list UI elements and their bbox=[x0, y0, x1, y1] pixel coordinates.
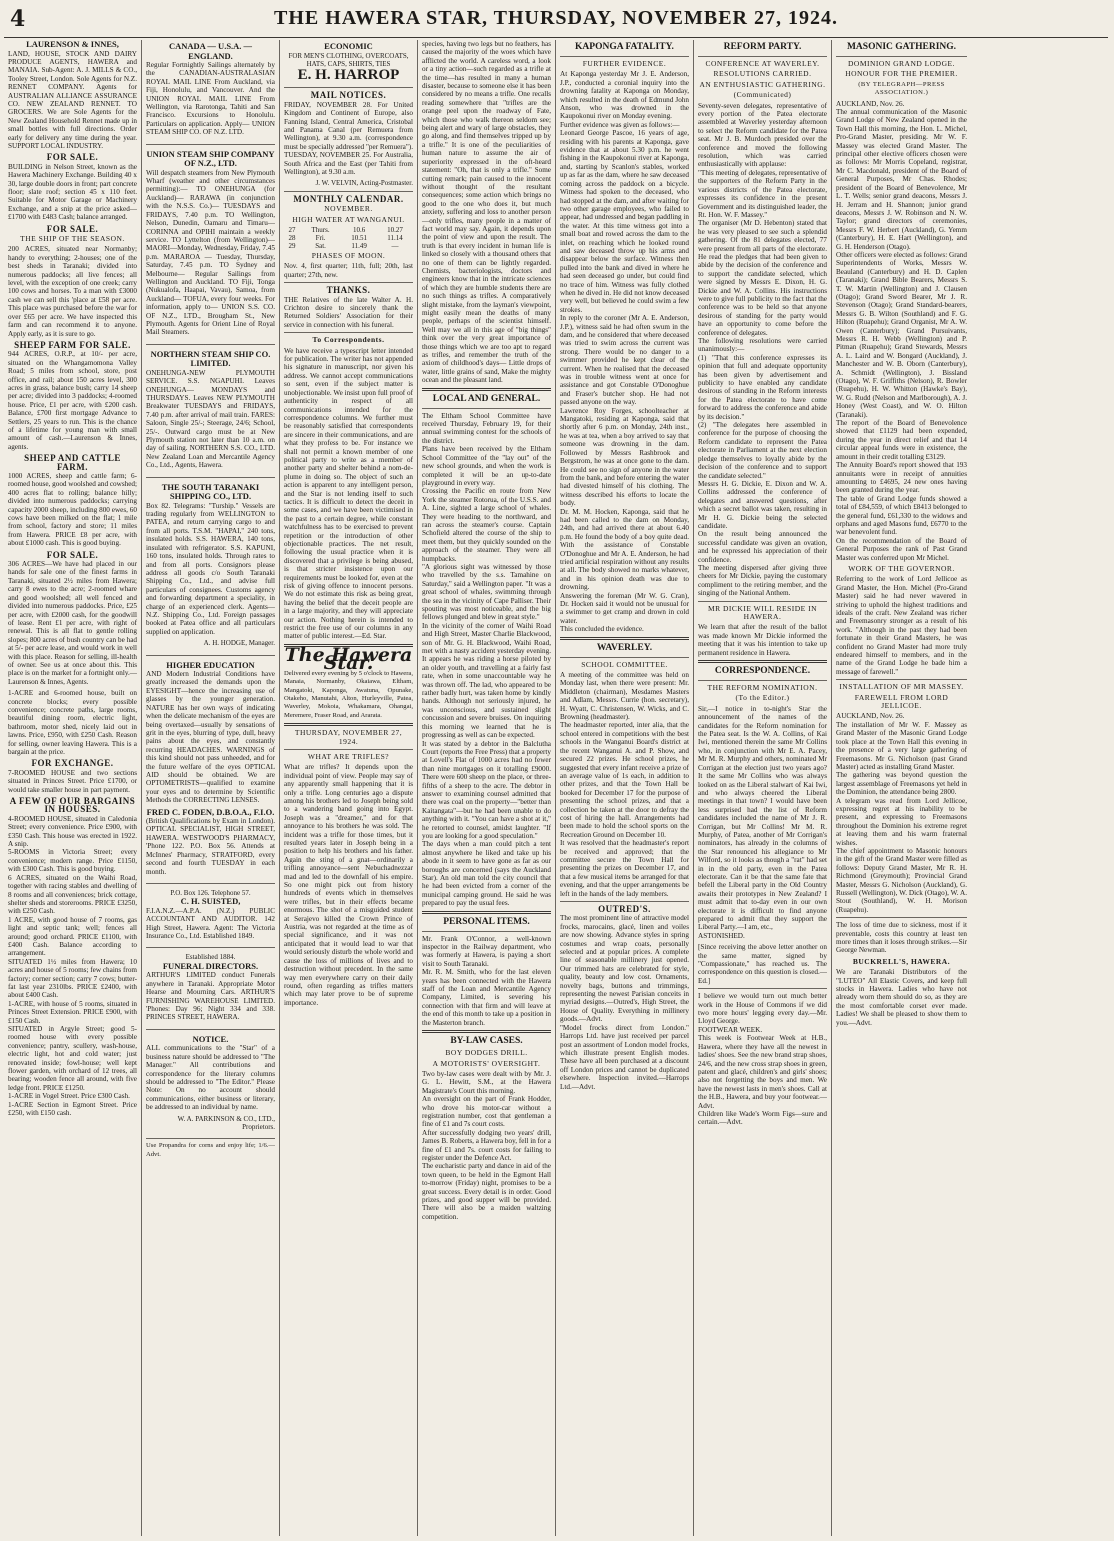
northern-ad: ONEHUNGA-NEW PLYMOUTH SERVICE. S.S. NGAPUHI. Leaves ONEHUNGA— MONDAYS and THURSDAYS. Leaves NEW PLYMOUTH Breakwater TUESDAYS and FRIDAYS, 7.40 p.m. after arrival of mail train. FARES: Saloon, Single 25/-; Steerage, 24/6; School, 25/-. Outward cargo must be at New Plymouth station not later than 10 a.m. on day of sailing. NORTHERN S.S. CO., LTD. New Zealand Loan and Mercantile Agency Co., Ltd., Agents, Hawera. bbox=[146, 368, 275, 470]
outreds-body: The most prominent line of attractive model frocks, marocains, glacé, linen and voiles are now showing. Advance styles in spring costumes and wrap coats, personally selected and at popular prices. A complete line of seasonable millinery just opened. Our trimmed hats are celebrated for style, quality, beauty and low cost. Ornaments, novelty bags, buttons and trimmings, representing the newest Parisian conceits in myriad designs.—Outred's, High Street, the House of Quality. Everything in millinery goods.—Advt. "Model frocks direct from London." Harrops Ltd. have just received per parcel post an assortment of London model frocks, which illustrate present English modes. These have all been purchased at a discount off London prices and cannot be duplicated elsewhere. Inspection invited.—Harrops Ltd.—Advt. bbox=[560, 914, 689, 1091]
buckrells-heading: BUCKRELL'S, HAWERA. bbox=[852, 956, 951, 966]
installation-subheading: FAREWELL FROM LORD JELLICOE. bbox=[854, 692, 949, 711]
house-listing: 1-ACRE and 6-roomed house, built on concrete blocks; every possible convenience; concrete paths, large rooms, beautiful dining room, electric light, bathroom, motor shed, nicely laid out in lawns. Price, £950, with £250 Cash. Reason for selling, owner leaving Hawera. This is a bargain at the price. bbox=[8, 689, 137, 756]
notice-body: ALL communications to the "Star" of a business nature should be addressed to "The Manager." All contributions and correspondence for the literary columns should be addressed to "The Editor." Please Note: On no account should communications, either business or literary, be addressed to an individual by name. bbox=[146, 1044, 275, 1112]
thanks-body: THE Relatives of the late Walter A. H. Crichton desire to sincerely thank the Returned Soldiers' Association for their service in connection with his funeral. bbox=[284, 295, 413, 329]
mail-notices: FRIDAY, NOVEMBER 28. For United Kingdom and Continent of Europe, also Fanning Island, Central America, Cristobal and Panama Canal (per Remuera from Wellington), at 9.30 a.m. (correspondence must be specially addressed "per Remuera"). TUESDAY, NOVEMBER 25. For Australia, South Africa and the East (per Tahiti from Wellington), at 9.30 a.m. bbox=[284, 100, 413, 176]
correspondence-letter: Sir,—I notice in to-night's Star the announcement of the names of the candidates for the Reform nomination for the Patea seat. Is the W. A. Collins, of Kai Iwi, mentioned therein the same Mr Collins who, in conjunction with Mr E. A. Pacey, Mr M. R. Murphy and others, nominated Mr Corrigan at the election just two years ago? It the same Mr Collins who was always looked on as the Liberal stalwart of Kai Iwi, and who always cheered the Liberal meetings in that town? I would have been less surprised had the list of Reform candidates included the name of Mr J. R. Corrigan, but Mr Collins! Mr M. R. Murphy, of Patea, another of Mr Corrigan's nominators, has already in the columns of the Star renounced his allegiance to Mr Wilford, so it looks as though a "rat" had set in in the old party, even in the Patea electorate. Can it be that the same fate that befell the Liberal party in the Old Country awaits their prototypes in New Zealand? I must admit that to-day even in our own electorate it is difficult to find anyone prepared to admit that they support the Liberal Party.—I am, etc., ASTONISHED. bbox=[698, 704, 827, 940]
correspondents-note: We have receive a typescript letter intended for publication. The writer has not appended his signature in manuscript, nor given his address. We cannot accept communications so sent, even if the subject matter is unobjectionable. We insist upon full proof of authenticity in respect of all communications intended for the correspondence columns. We further must be reasonably satisfied that correspondents are sincere in their communications, and are what they profess to be. For instance we shall not permit a known member of one political party to write as a member of another party and shelter behind a nom-de-plume in doing so. The object of such an action is apparent to any intelligent person, and the Star is not lending itself to such tactics. It is difficult to detect the deceit in some cases, and we have been victimised in the past to a certain degree, while constant watchfulness has to be exercised to prevent repetition or the introduction of other objectionable practices. The net result, following the usual practice when it is discovered that a privilege is being abused, is that stricter insistence upon our requirements must be looked for, even at the risk of giving offence to innocent persons. We do not estimate this risk as being great, having the belief that the deceit people are in a large majority, and they will appreciate our action. Nothing herein is intended to restrict the free use of our columns in any matter of public interest.—Ed. Star. bbox=[284, 346, 413, 641]
postmaster-signature: J. W. VELVIN, Acting-Postmaster. bbox=[315, 179, 413, 188]
exchange-heading: FOR EXCHANGE. bbox=[31, 758, 114, 769]
editorial-body: What are trifles? It depends upon the individual point of view. People may say of any apparently small happening that it is only a trifle. Long centuries ago a dispute among his brothers led to Joseph being sold to a wandering band going into Egypt. Joseph was a "dreamer," and for that annoyance to his brothers he was sold. The incident was a trifle for those times, but it resulted years later in Joseph being in a position to help his brothers and his father. Again the sting of a gnat—ordinarily a trifling annoyance—sent Nebuchadnezzar mad and led to the downfall of his empire. So one might pick out from history hundreds of events which in themselves were trifles, but in their effects became enormous. The shot of a misguided student at Serajevo killed the Crown Prince of Austria, was not regarded at the time as of special significance, and it was not anticipated that it would lead to war that would seriously disturb the whole world and cause the loss of millions of lives and to destruction without precedent. In the same way men everywhere carry on their daily round, often regarding as trifles matters which may later prove to be of supreme importance. bbox=[284, 763, 413, 1007]
funeral-heading: FUNERAL DIRECTORS. bbox=[162, 960, 259, 971]
governor-heading: WORK OF THE GOVERNOR. bbox=[848, 563, 955, 573]
kaponga-heading: KAPONGA FATALITY. bbox=[575, 42, 674, 52]
calendar-month: NOVEMBER. bbox=[324, 204, 373, 214]
bylaw-subheading: BOY DODGES DRILL. bbox=[445, 1048, 528, 1058]
notice-signature: W. A. PARKINSON & CO., LTD., Proprietors. bbox=[177, 1114, 275, 1131]
reform-subheading: CONFERENCE AT WAVERLEY. bbox=[705, 59, 820, 68]
outreds-heading: OUTRED'S. bbox=[598, 904, 651, 914]
local-general-heading: LOCAL AND GENERAL. bbox=[432, 393, 541, 404]
miscellaneous-items: I believe we would turn out much better work in the House of Commons if we did two more hours' legging every day.—Mr. Lloyd George. FOOTWEAR WEEK. This week is Footwear Week at H.B., Hawera, where they have all the newest in ladies' shoes. See the new brand strap shoes, 24/6, and the new cross strap shoes in green, patent and glacé, children's and girls' shoes; also not forgetting the boys and men. We have the newest lasts in men's shoes. Call at the H.B., Hawera, and buy your footwear.—Advt. Children like Wade's Worm Figs—sure and certain.—Advt. bbox=[698, 992, 827, 1127]
correspondents-heading: To Correspondents. bbox=[312, 335, 385, 345]
column-6 bbox=[694, 40, 832, 1536]
newspaper-columns bbox=[4, 40, 1108, 1536]
tide-table bbox=[284, 226, 413, 250]
for-sale-heading: FOR SALE. bbox=[46, 223, 99, 234]
waverley-heading: WAVERLEY. bbox=[596, 642, 653, 653]
buckrells-body: We are Taranaki Distributors of the "LUTEO" All Elastic Covers, and keep full stocks in Hawera. Ladies who have not already worn them should do so, as they are the most comfortable corset ever made. Ladies! We shall be pleased to show them to you.—Advt. bbox=[836, 968, 967, 1027]
dickie-heading: MR DICKIE WILL RESIDE IN HAWERA. bbox=[707, 603, 818, 621]
high-water-heading: HIGH WATER AT WANGANUI. bbox=[292, 214, 405, 224]
foden-ad: (British Qualifications by Exam in London). OPTICAL SPECIALIST, HIGH STREET, HAWERA. WESTWOOD'S PHARMACY, 'Phone 122. P.O. Box 56. Attends at McInnes' Pharmacy, STRATFORD, every second and fourth TUESDAY in each month. bbox=[146, 817, 275, 876]
funeral-ad: ARTHUR'S LIMITED conduct Funerals anywhere in Taranaki. Appropriate Motor Hearse and Mourning Cars. ARTHUR'S FURNISHING WAREHOUSE LIMITED. 'Phones: Day 96; Night 334 and 338. PRINCES STREET, HAWERA. bbox=[146, 971, 275, 1022]
delivery-note: Delivered every evening by 5 o'clock to Hawera, Manaia, Normanby, Okaiawa, Eltham, Mangatoki, Kaponga, Awatuna, Opunake, Otakeho, Manutahi, Alton, Hurleyville, Patea, Waverley, Mokoia, Whakamara, Ohangai, Meremere, Fraser Road, and Ararata. bbox=[284, 669, 413, 719]
propandra-ad: Use Propandra for corns and enjoy life; 1/6.—Advt. bbox=[146, 1142, 275, 1158]
dickie-body: We learn that after the result of the ballot was made known Mr Dickie informed the meeting that it was his intention to take up permanent residence in Hawera. bbox=[698, 623, 827, 657]
sheep-farm-heading: SHEEP FARM FOR SALE. bbox=[14, 339, 131, 350]
economic-heading: ECONOMIC bbox=[324, 41, 373, 51]
higher-education-heading: HIGHER EDUCATION bbox=[166, 659, 255, 670]
ship-heading: THE SHIP OF THE SEASON. bbox=[20, 234, 125, 244]
tide-row: 28 Fri. 10.51 11.14 bbox=[288, 234, 403, 242]
canada-ad: Regular Fortnightly Sailings alternately by the CANADIAN-AUSTRALASIAN ROYAL MAIL LINE From Auckland, via Fiji, Honolulu, and Vancouver. And the UNION ROYAL MAIL LINE From Wellington, via Rarotonga, Tahiti and San Francisco. Excursions to Honolulu. Particulars on application. Apply— UNION STEAM SHIP CO. OF N.Z. LTD. bbox=[146, 61, 275, 137]
agent-ad: LAND, HOUSE, STOCK AND DAIRY PRODUCE AGENTS, HAWERA and MANAIA. Sub-Agent: A. J. MILLS & CO., Tooley Street, London. Sole Agents for N.Z. RENNET COMPANY. Agents for AUSTRALIAN ALLIANCE ASSURANCE CO. NEW ZEALAND RENNET. TO GROCERS. We are Sole Agents for the New Zealand Household Rennet made up in small bottles with full directions. Order early for delivery any time during the year. SUPPORT LOCAL INDUSTRY. bbox=[8, 49, 137, 150]
south-taranaki-heading: THE SOUTH TARANAKI SHIPPING CO., LTD. bbox=[161, 481, 260, 502]
waverley-body: A meeting of the committee was held on Monday last, when there were present: Mr. Middleton (chairman), Mesdames Masters and Adlam, Messrs. Currie (hon. secretary), H. Wyatt, C. Christensen, W. Wicks, and C. Browning (headmaster). The headmaster reported, inter alia, that the school entered in competitions with the best schools in the Wanganui Board's district at the recent Wanganui A. and P. Show, and secured 22 prizes. He school prizes, he suggested that every infant receive a prize of an average value of 1s each, in addition to other prizes, and that the Town Hall be booked for December 17 for the purpose of presenting the school prizes, and that a collection be taken at the door to defray the cost of hiring the hall. Arrangements had been made to hold the school sports on the Recreation Ground on December 10. It was resolved that the headmaster's report be received and approved; that the committee secure the Town Hall for presenting the prizes on December 17, and that a few musical items be arranged for that evening, and that the upper arrangements be left in the hands of the lady members. bbox=[560, 671, 689, 898]
canada-heading: CANADA — U.S.A. — ENGLAND. bbox=[168, 41, 253, 61]
sheep-cattle-listing: 1000 ACRES, sheep and cattle farm; 6-roomed house, good woolshed and cowshed; 400 acres flat to rolling; balance hilly; divided into numerous paddocks; carrying capacity 2000 sheep, including 800 ewes, 60 cows have been milked on the flat; 1 mile from school, factory and store; 11 miles from Hawera. PRICE £8 per acre, with about £1000 cash. This is good buying. bbox=[8, 472, 137, 548]
thanks-heading: THANKS. bbox=[326, 285, 371, 296]
agent-heading: LAURENSON & INNES, bbox=[26, 40, 119, 49]
masonic-subheading-2: HONOUR FOR THE PREMIER. bbox=[845, 69, 958, 79]
column-3 bbox=[280, 40, 418, 1536]
motorist-subheading: A MOTORISTS' OVERSIGHT. bbox=[432, 1058, 541, 1068]
sheep-farm-listing: 944 ACRES, O.R.P., at 10/- per acre, situated on the Whangamomona Valley Road; 5 miles from school, store, post office, and rail; about 150 acres level, 300 acres in grass, balance bush; carry 14 sheep per acre; divided into 3 paddocks; 4-roomed house. Price, £1 per acre, with £200 cash. Balance, £700 first mortgage Advance to Settlers, 25 years to run. This is the chance of a lifetime for young man with small amount of cash.—Laurenson & Innes, agents. bbox=[8, 350, 137, 451]
governor-body: Referring to the work of Lord Jellicoe as Grand Master, the Hon. Michel (Pro-Grand Master) said he had never wavered in striving to uphold the highest traditions and ideals of the craft. New Zealand was richer and Freemasonry stronger as a result of his work. "Although in the past they had been fortunate in their Grand Masters, he was confident no Grand Master had more truly endeared himself to members, and in the name of the Grand Lodge he bade him a message of farewell." bbox=[836, 575, 967, 676]
reform-heading: REFORM PARTY. bbox=[723, 42, 802, 52]
bargains-heading: A FEW OF OUR BARGAINS IN HOUSES. bbox=[9, 796, 136, 815]
column-2 bbox=[142, 40, 280, 1536]
suisted-ad: F.I.A.N.Z.—A.P.A. (N.Z.) PUBLIC ACCOUNTANT AND AUDITOR. 142 High Street, Hawera. Agent: The Victoria Insurance Co., Ltd. Established 1849. bbox=[146, 906, 275, 941]
suisted-heading: C. H. SUISTED, bbox=[180, 896, 241, 907]
reform-body: Seventy-seven delegates, representative of every portion of the Patea electorate assembled at Waverley yesterday afternoon to select the Reform candidate for the Patea seat. Mr J. B. Murdoch presided over the conference and moved the following resolution, which was carried enthusiastically with applause: "This meeting of delegates, representative of the supporters of the Reform Party in the various districts of the Patea electorate, expresses its confidence in the present Government and its distinguished leader, the Rt. Hon. W. F. Massey." The organiser (Mr D. Hebenton) stated that he was very pleased to see such a splendid gathering. Of the 81 delegates elected, 77 were present from all parts of the electorate. He read the pledges that had been given to abide by the decision of the conference and to support the candidate selected, which were signed by Messrs E. Dixon, H. G. Dickie and W. A. Collins. His instructions were to give full publicity to the fact that the conference was to be held so that anyone desirous of standing for the party would have an opportunity to come before the conference of delegates. The following resolutions were carried unanimously:— (1) "That this conference expresses its opinion that full and adequate opportunity has been given by advertisement and publicity to have enabled any candidate desirous of standing in the Reform interests for the Patea electorate to have come forward to address the conference and abide by its decision." (2) "The delegates here assembled in conference for the purpose of choosing the Reform candidate to represent the Patea electorate in Parliament at the next election pledge themselves to loyally abide by the decision of the conference and to support the candidate selected." Messrs H. G. Dickie, E. Dixon and W. A. Collins addressed the conference of delegates and answered questions, after which a secret ballot was taken, resulting in Mr H. G. Dickie being the selected candidate. On the result being announced the successful candidate was given an ovation, and he expressed his appreciation of their confidence. The meeting dispersed after giving three cheers for Mr Dickie, paying the customary compliment to the retiring member, and the singing of the National Anthem. bbox=[698, 101, 827, 598]
suisted-contact: P.O. Box 126. Telephone 57. bbox=[170, 888, 251, 897]
column-5 bbox=[556, 40, 694, 1536]
established-line: Established 1884. bbox=[185, 953, 236, 962]
editor-note: [Since receiving the above letter another on the same matter, signed by "Compassionate," has reached us. The correspondence on this question is closed.—Ed.] bbox=[698, 943, 827, 985]
installation-body: AUCKLAND, Nov. 26. The installation of Mr W. F. Massey as Grand Master of the Masonic Grand Lodge took place at the Town Hall this evening in the presence of a very large gathering of Freemasons. Mr G. Nicholson (past Grand Master) acted as installing Grand Master. The gathering was beyond question the largest assemblage of Freemasons yet held in the Dominion, the attendance being 2800. A telegram was read from Lord Jellicoe, expressing regret at his inability to be present, and expressing to Freemasons throughout the Dominion his extreme regret at leaving them and his warm fraternal wishes. The chief appointment to Masonic honours in the gift of the Grand Master were filled as follows: Deputy Grand Master, Mr R. H. Richmond (Greymouth); Provincial Grand Master, Messrs G. Nicholson (Auckland), G. Russell (Wellington), W. Dick (Otago), W. A. Stout (Southland), W. H. Morison (Ruapehu). bbox=[836, 712, 967, 914]
reform-subheading-3: AN ENTHUSIASTIC GATHERING. bbox=[699, 79, 826, 89]
bargain-listings: 4-ROOMED HOUSE, situated in Caledonia Street; every convenience. Price £900, with £350 Cash. This house was erected in 1922. A snip. 5-ROOMS in Victoria Street; every convenience; modern range. Price £1150, with £300 Cash. This is good buying. 6 ACRES, situated on the Waihi Road, together with racing stables and dwelling of 8 rooms and all conveniences; brick cottage, shelter sheds and storerooms. PRICE £3250, with £250 Cash. 1 ACRE, with good house of 7 rooms, gas light and septic tank; well; fences all around; good orchard. PRICE £1100, with £400 Cash. Balance according to arrangement. SITUATED 1½ miles from Hawera; 10 acres and house of 5 rooms; few chains from factory; corner section; carry 7 cows; butter-fat last year 2310lbs. PRICE £2400, with about £400 Cash. 1-ACRE, with house of 5 rooms, situated in Princes Street Extension. PRICE £900, with £150 Cash. SITUATED in Argyle Street; good 5-roomed house with every possible convenience; pantry, scullery, wash-house, electric light, hot and cold water; just renovated inside; fowl-house; well kept flower garden, with orchard of 12 trees, all bearing; wooden fence all around, with five ledge front. PRICE £1250. 1-ACRE in Vogel Street. Price £300 Cash. 1-ACRE Section in Egmont Street. Price £250, with £150 cash. bbox=[8, 814, 137, 1118]
south-taranaki-signature: A. H. HODGE, Manager. bbox=[203, 639, 275, 648]
to-the-editor: (To the Editor.) bbox=[735, 693, 790, 703]
notice-heading: NOTICE. bbox=[192, 1033, 229, 1044]
farm-listing-306: 306 ACRES—We have had placed in our hands for sale one of the finest farms in Taranaki, situated 2½ miles from Hawera; carry 8 ewes to the acre; 2-roomed whare and good woolshed; all well fenced and divided into numerous paddocks. Price, £25 per acre, with £2000 cash, for the goodwill of lease. Rent £1 per acre, with right of renewal. This is all flat to gentle rolling slopes; 800 acres of bush country can be had at 5/- per acre lease, and would work in well with this place. Reason for selling, ill-health of owner. See us at once about this. This place is on the market for a fortnight only.—Laurenson & Innes, Agents. bbox=[8, 560, 137, 686]
column-1 bbox=[4, 40, 142, 1536]
building-listing: BUILDING in Nelson Street, known as the Hawera Machinery Exchange. Building 40 x 30, large double doors in front; part concrete floor; slate roof; section 45 x 110 feet. Suitable for Motor Garage or Machinery Exchange, and a snip at the price asked—£1700 with £483 Cash; balance arranged. bbox=[8, 162, 137, 222]
editorial-continued: species, having two legs but no feathers, has caused the majority of the woes which have afflicted the world. A careless word, a look or a tiny action—such regarded as a trifle at the time—has resulted in many a human disaster, because to someone else it has been considered by no means a trifle. One recalls reading somewhere that "trifles are the orange peel upon the roadway of Fate, which those who walk thereon seldom see; being alert and wary of large obstacles, they go along, and find themselves tripped up by a trifle." It is one of the peculiarities of human nature to assume the air of superiority expressed in the oft-heard statement: "Oh, that is only a trifle." Some cutting remark; pain caused to the innocent without thought of the resultant consequences; some action which brings no good to the one who does it, but much anxiety, suffering and loss to another person—only trifles, many people in a matter of fact world may say. Again, it depends upon the point of view and upon the result. The truth is that every incident in human life is linked so closely with a thousand others that no one of them can be lightly regarded. Chemists, bacteriologists, doctors and engineers know that in the intricate sciences of which they are humble students there are no such things as trifles. A comparatively slight mistake, from the layman's viewpoint, might easily mean the deaths of many people, perhaps of the scientist himself. Well may we all in this age of "big things" think over the very great importance of those things which we are too apt to regard as trifles, and remember the truth of the axiom of childhood's days— Little drops of water, little grains of sand, Make the mighty ocean and the pleasant land. bbox=[422, 40, 551, 385]
union-ad: Will despatch steamers from New Plymouth Wharf (weather and other circumstances permitting):— TO ONEHUNGA (for Auckland)— RARAWA (in conjunction with the N.S.S. Co.)— TUESDAYS and FRIDAYS, 7.40 p.m. TO Wellington, Nelson, Dunedin, Oamaru and Timaru— CORINNA and OPIHI maintain a weekly service. TO Lyttelton (from Wellington)— MAORI—Monday, Wednesday, Friday, 7.45 p.m. MARAROA — Tuesday, Thursday, Saturday, 7.45 p.m. TO Sydney and Melbourne— Regular Sailings from Wellington and Auckland. TO Fiji, Tonga (Nukualofa, Haapai, Vavau), Samoa, from Auckland— TOFUA, every four weeks. For information, apply to— UNION S.S. CO. OF N.Z., LTD., Brougham St., New Plymouth. Agents for Orient Line of Royal Mail Steamers. bbox=[146, 168, 275, 337]
sickness-cost-item: The loss of time due to sickness, most if it preventable, costs this country at least ten more times than it loses through strikes.—Sir George Newman. bbox=[836, 921, 967, 955]
exchange-listing: 7-ROOMED HOUSE and two sections situated in Princes Street. Price £1700, or would take smaller house in part payment. bbox=[8, 768, 137, 794]
mail-notices-heading: MAIL NOTICES. bbox=[310, 90, 387, 101]
kaponga-body: At Kaponga yesterday Mr J. E. Anderson, J.P., conducted a coronial inquiry into the drowning fatality at Kaponga on Monday, which resulted in the death of Edmund John Anson, who was drowned in the Kaupokonui river on Monday evening. Further evidence was given as follows:— Leonard George Pascoe, 16 years of age, residing with his parents at Kaponga, gave evidence that at about 5.30 p.m. he went fishing in the Kaupokonui river at Kaponga, and, starting by Scanlon's stables, worked up as far as the dam, where he saw deceased coming across the paddock on a bicycle. Witness had spoken to the deceased, who had stopped at the dam, and after waiting for two other garage employees, who failed to appear, had undressed and began paddling in the water. At this time witness got into a small boat and rowed across the dam to the inlet, on reaching which he looked round and saw deceased throw up his arms and disappear below the surface. Witness then pulled into the bank and dived in where he had seen deceased go under, but could find no trace of him. Witness was fully clothed when he dived in. He did not know deceased very well, but believed he could swim a few strokes. In reply to the coroner (Mr A. E. Anderson, J.P.), witness said he had often swum in the dam, and he considered that where deceased was tried to swim across the current was strong. There would be no danger to a swimmer provided he kept clear of the current. When he realised that the deceased was in trouble witness went at once for assistance and got Constable O'Donoghue and Fraser's butcher shop. He had not passed anyone on the way. Lawrence Roy Forges, schoolteacher at Mangatoki, residing at Kaponga, said that shortly after 6 p.m. on Monday, 24th inst., he was at tea, when a boy arrived to say that someone was drowning in the dam. Followed by Messrs Rashbrook and Bergstrom, he was at once gone to the dam. He could see no sign of anyone in the water from the bank, and before entering the water had divested himself of his clothing. The witness described his efforts to locate the body. Dr. M. M. Hocken, Kaponga, said that he had been called to the dam on Monday, 24th, and had arrived there at about 6.40 p.m. He found the body of a boy quite dead. With the assistance of Constable O'Donoghue and Mr A. E. Anderson, he had tried artificial respiration without any results at all. The body showed no marks whatever, and in his opinion death was due to drowning. Answering the foreman (Mr W. G. Cran), Dr. Hocken said it would not be unusual for a swimmer to get cramp and drown in cold water. This concluded the evidence. bbox=[560, 70, 689, 634]
page-number: 4 bbox=[10, 6, 26, 32]
personal-items-heading: PERSONAL ITEMS. bbox=[443, 916, 530, 927]
installation-heading: INSTALLATION OF MR MASSEY. bbox=[839, 682, 964, 692]
newspaper-title: THE HAWERA STAR, THURSDAY, NOVEMBER 27, 1924. bbox=[274, 7, 838, 29]
masonic-heading: MASONIC GATHERING. bbox=[846, 42, 957, 52]
farm-listing: 200 ACRES, situated near Normanby; handy to everything; 2-houses; one of the best sheds in Taranaki; divided into numerous paddocks; all live fences; all level, with the exception of one creek; carry 100 cows and horses. To a man with £3000 cash we can sell this 'place at £58 per acre. This place was purchased before the war for over £65 per acre. We have inspected this farm and can recommend it to anyone. Apply early, as it is sure to go. bbox=[8, 245, 137, 338]
harrop-name: E. H. HARROP bbox=[297, 67, 400, 84]
masthead bbox=[4, 4, 1108, 38]
waverley-subheading: SCHOOL COMMITTEE. bbox=[581, 659, 668, 669]
union-heading: UNION STEAM SHIP COMPANY OF N.Z., LTD. bbox=[146, 148, 275, 169]
star-masthead: The Hawera Star. bbox=[284, 643, 413, 675]
kaponga-subheading: FURTHER EVIDENCE. bbox=[582, 59, 667, 68]
tide-row: 29 Sat. 11.49 — bbox=[288, 242, 399, 250]
higher-education-ad: AND Modern Industrial Conditions have greatly increased the demands upon the EYESIGHT—hence the increasing use of glasses by the younger generation. NATURE has her own ways of indicating when the delicate mechanism of the eyes are being overtaxed—usually by sensations of grit in the eyes, blurring of type, dull, heavy pains about the eyes, and constantly recurring HEADACHES. WARNINGS of this kind should not pass unheeded, and for the future welfare of the eyes OPTICAL AID should be obtained. We are OPTOMETRISTS—qualified to examine your eyes and to determine by Scientific Methods the CORRECTING LENSES. bbox=[146, 670, 275, 805]
foden-heading: FRED C. FODEN, D.B.O.A., F.I.O. bbox=[146, 806, 275, 817]
correspondence-heading: CORRESPONDENCE. bbox=[714, 666, 811, 677]
moon-heading: PHASES OF MOON. bbox=[311, 251, 386, 260]
bylaw-body: Two by-law cases were dealt with by Mr. J. G. L. Hewitt, S.M., at the Hawera Magistrate's Court this morning. An oversight on the part of Frank Hodder, who drove his motor-car without a registration number, cost that gentleman a fine of £1 and 7s court costs. After successfully dodging two years' drill, James B. Roberts, a Hawera boy, fell in for a fine of £1 and 7s. court costs for failing to register under the Defence Act. The eucharistic party and dance in aid of the town queen, to be held in the Egmont Hall to-morrow (Friday) night, promises to be a great success. Every detail is in order. Good prizes, and good supper will be provided. There will also be a maiden waltzing competition. bbox=[422, 1069, 551, 1221]
local-general-body: The Eltham School Committee have received Thursday, February 19, for their annual swimming contest for the schools of the district. Plans have been received by the Eltham School Committee of the "lay out" of the new school grounds, and when the work is completed it will be an up-to-date playground in every way. Crossing the Pacific en route from New York the steamer Rotorua, of the U.S.S. and A. Line, sighted a large school of whales. They were heading to the northward, and ran across the steamer's course. Captain Schofield altered the course of the ship to meet them, but they quickly sounded on the approach of the steamer. They were all humpbacks. "A glorious sight was witnessed by those who travelled by the s.s. Tamahine on Saturday," said a Wellington paper. "It was a great school of whales, swimming through the sea in the vicinity of Cape Palliser. Their spouting was most noticeable, and the big fellows plunged and blew in great style." In the vicinity of the corner of Waihi Road and High Street, Master Charlie Blackwood, son of Mr. G. H. Blackwood, Waihi Road, met with a nasty accident yesterday evening. It appears he was riding a horse piloted by an older youth, and travelling at a fairly fast rate, when in some unaccountable way he was thrown off. The lad, who appeared to be rather badly hurt, was taken home by kindly hands. Although not seriously injured, he was unconscious, and sustained slight concussion and severe bruises. On inquiring this morning we learned that he is progressing as well as can be expected. It was stated by a debtor in the Balclutha Court (reports the Free Press) that a property at Lovell's Flat of 1000 acres had no fewer than nine mortgages on it totalling £9000. There were 600 sheep on the place, or three-fifths of a sheep to the acre. The debtor in answer to examining counsel admitted that there was coal on the property—"better than Kaitangata"—but he had been unable to do anything with it. "You can have a shot at it," he retorted to counsel, amidst laughter. "If you are looking for a good speculation." The days when a man could pitch a tent almost anywhere he liked and take up his abode in it seem to have gone as far as our boroughs are concerned (says the Auckland Star). An old man told the city council that he had been evicted from a corner of the municipal camping ground. He said he was prepared to pay the usual fees. bbox=[422, 411, 551, 908]
bylaw-heading: BY-LAW CASES. bbox=[450, 1036, 523, 1047]
for-sale-heading: FOR SALE. bbox=[46, 152, 99, 163]
calendar-heading: MONTHLY CALENDAR. bbox=[293, 193, 404, 204]
reform-subheading-2: RESOLUTIONS CARRIED. bbox=[713, 69, 812, 79]
editorial-heading: WHAT ARE TRIFLES? bbox=[307, 751, 390, 761]
tide-row: 27 Thurs. 10.6 10.27 bbox=[288, 226, 403, 234]
economic-body: FOR MEN'S CLOTHING, OVERCOATS, HATS, CAPS, SHIRTS, TIES bbox=[288, 51, 409, 68]
south-taranaki-ad: Box 82. Telegrams: "Turship." Vessels are trading regularly from WELLINGTON to PATEA, and return carrying cargo to and from all ports. T.S.M. "HAPAI," 240 tons, insulated holds. S.S. HAWERA, 140 tons, insulated with refrigerator. S.S. KAPUNI, 160 tons, insulated holds. Through rates to and from all ports. Consignors please address all goods c/o South Taranaki Shipping Co., Ltd., and advise full particulars of consignees. Customs agency and forwarding department a speciality, in charge of an experienced clerk. Agents—N.Z. Shipping Co., Ltd. Foreign passages booked at Patea office and all particulars supplied on application. bbox=[146, 501, 275, 636]
masonic-body: AUCKLAND, Nov. 26. The annual communication of the Masonic Grand Lodge of New Zealand opened in the Town Hall this morning, the Hon. L. Michel, Pro-Grand Master, presiding. Mr W. F. Massey was elected Grand Master. The principal other elective officers chosen were as follows: Mr Morris Copeland, registrar, Mr C. Macdonald, president of the Board of General Purposes, Mr Chas. Rhodes; president of the Board of Benevolence, Mr L. T. Wells; senior grand deacons, Messrs J. H. Jerram and H. Shannon; junior grand deacons, Messrs J. W. Robinson and N. W. Taylor; grand directors of ceremonies, Messrs F. W. Herbert (Auckland), G. Yemm (Canterbury), H. E. Hart (Wellington), and G. H. Henderson (Otago). Other officers were elected as follows: Grand Superintendents of Works, Messrs W. Beauland (Canterbury) and H. D. Caplen (Taranaki); Grand Bible Bearers, Messrs S. T. W. Martin (Wellington) and J. Clausen (Otago); Grand Sword Bearer, Mr J. R. Stevenson (Otago); Grand Standard-bearers, Messrs G. B. Wilton (Southland) and F. G. Hilton (Ruapehu); Grand Organist, Mr A. W. Owen (Canterbury); Grand Pursuivants, Messrs R. H. Webb (Wellington) and P. Pitman (Ruapehu); Grand Stewards, Messrs A. L. Laird and W. Bongard (Auckland), J. Manchester and W. B. Oborn (Canterbury), A. Schmidt (Wellington), J. Bissland (Otago), W. F. Griffiths (Nelson), R. Bowler (Ruapehu), H. W. Whitton (Hawke's Bay), W. G. Rudd (Nelson and Marlborough), A. J. Honey (West Coast), and W. O. Hilton (Taranaki). The report of the Board of Benevolence showed that £1129 had been expended, during the year in direct relief and that 14 circular appeal funds were in existence, the amount in their credit totalling £3129. The Annuity Board's report showed that 193 annuitants were in receipt of annuities amounting to £4695, 24 new ones having been granted during the year. The table of Grand Lodge funds showed a total of £84,559, of which £8413 belonged to the general fund, £61,330 to the widows and orphans and aged Masons fund, £6770 to the war benevolent fund. On the recommendation of the Board of General Purposes the rank of Past Grand Master was conferred upon Mr Michel. bbox=[836, 99, 967, 562]
column-4 bbox=[418, 40, 556, 1536]
masonic-subheading: DOMINION GRAND LODGE. bbox=[848, 59, 955, 68]
press-association-line: (BY TELEGRAPH—PRESS ASSOCIATION.) bbox=[858, 80, 945, 97]
column-7 bbox=[832, 40, 971, 1536]
moon-phases: Nov. 4, first quarter; 11th, full; 20th, last quarter; 27th, new. bbox=[284, 262, 413, 279]
editorial-date: THURSDAY, NOVEMBER 27, 1924. bbox=[294, 728, 403, 746]
personal-items-body: Mr. Frank O'Connor, a well-known inspector in the Railway department, who was formerly at Hawera, is paying a short visit to South Taranaki. Mr. R. M. Smith, who for the last eleven years has been connected with the Hawera staff of the Loan and Mercantile Agency Company, Limited, is severing his connection with that firm and will leave at the end of this month to take up a position in the Masterton branch. bbox=[422, 934, 551, 1027]
northern-heading: NORTHERN STEAM SHIP CO. LIMITED. bbox=[150, 348, 271, 369]
reform-communicated: (Communicated) bbox=[733, 90, 792, 100]
sheep-cattle-heading: SHEEP AND CATTLE FARM. bbox=[24, 453, 121, 472]
for-sale-heading: FOR SALE. bbox=[46, 549, 99, 560]
correspondence-subheading: THE REFORM NOMINATION. bbox=[707, 683, 818, 693]
